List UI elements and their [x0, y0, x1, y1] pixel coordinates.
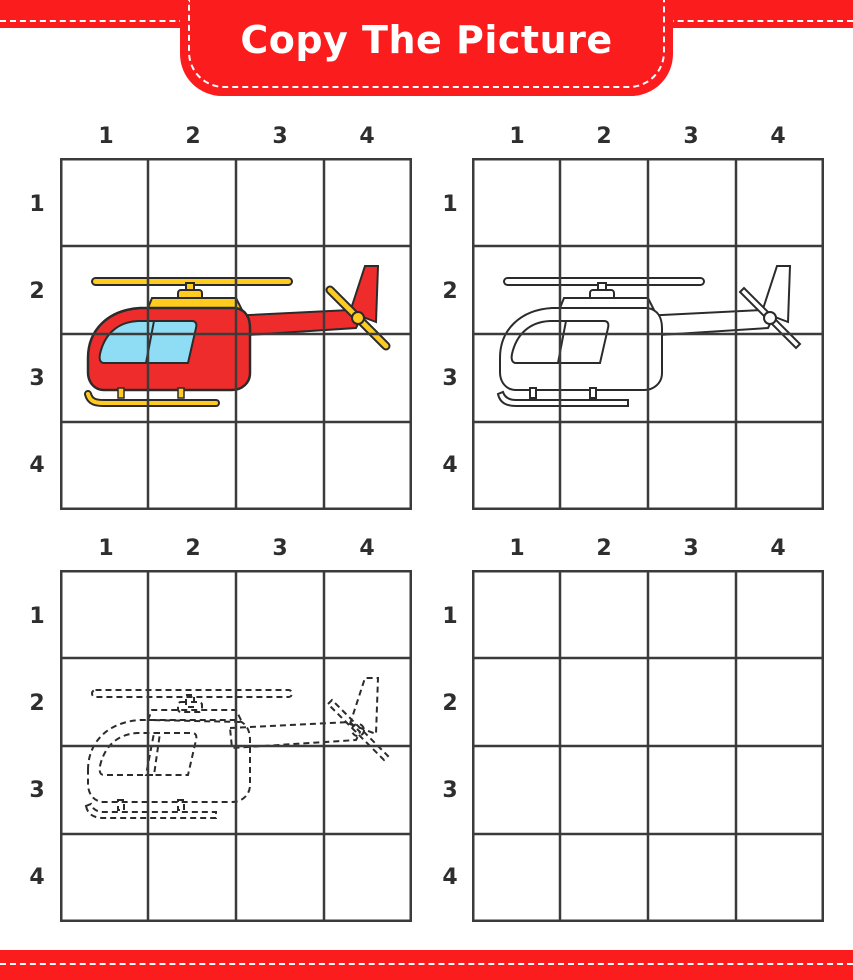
row-label-2: 2	[442, 691, 458, 716]
row-label-2: 2	[29, 279, 45, 304]
row-label-3: 3	[442, 778, 458, 803]
row-label-2: 2	[442, 279, 458, 304]
row-label-3: 3	[29, 366, 45, 391]
column-label-3: 3	[683, 536, 699, 561]
column-label-1: 1	[509, 536, 525, 561]
bottom-dash-line	[0, 963, 853, 965]
row-label-4: 4	[442, 453, 458, 478]
column-label-2: 2	[596, 124, 612, 149]
grid-lines	[60, 570, 412, 922]
column-label-3: 3	[272, 536, 288, 561]
column-label-3: 3	[272, 124, 288, 149]
row-label-2: 2	[29, 691, 45, 716]
bottom-border-band	[0, 950, 853, 980]
row-label-1: 1	[442, 192, 458, 217]
grid-lines	[60, 158, 412, 510]
grid-colored-reference	[60, 158, 412, 510]
column-label-2: 2	[185, 536, 201, 561]
column-label-3: 3	[683, 124, 699, 149]
row-label-3: 3	[29, 778, 45, 803]
grid-lines	[472, 570, 824, 922]
row-label-4: 4	[29, 865, 45, 890]
row-label-1: 1	[29, 604, 45, 629]
row-label-1: 1	[442, 604, 458, 629]
column-label-2: 2	[185, 124, 201, 149]
column-label-4: 4	[770, 536, 786, 561]
row-label-4: 4	[29, 453, 45, 478]
column-label-4: 4	[770, 124, 786, 149]
page-title: Copy The Picture	[240, 18, 613, 62]
row-label-3: 3	[442, 366, 458, 391]
grid-lines	[472, 158, 824, 510]
column-label-1: 1	[98, 124, 114, 149]
row-label-1: 1	[29, 192, 45, 217]
grid-outline-reference	[472, 158, 824, 510]
column-label-1: 1	[509, 124, 525, 149]
column-label-1: 1	[98, 536, 114, 561]
column-label-4: 4	[359, 124, 375, 149]
column-label-2: 2	[596, 536, 612, 561]
grid-dashed-tracing	[60, 570, 412, 922]
grid-empty-drawing[interactable]	[472, 570, 824, 922]
row-label-4: 4	[442, 865, 458, 890]
column-label-4: 4	[359, 536, 375, 561]
